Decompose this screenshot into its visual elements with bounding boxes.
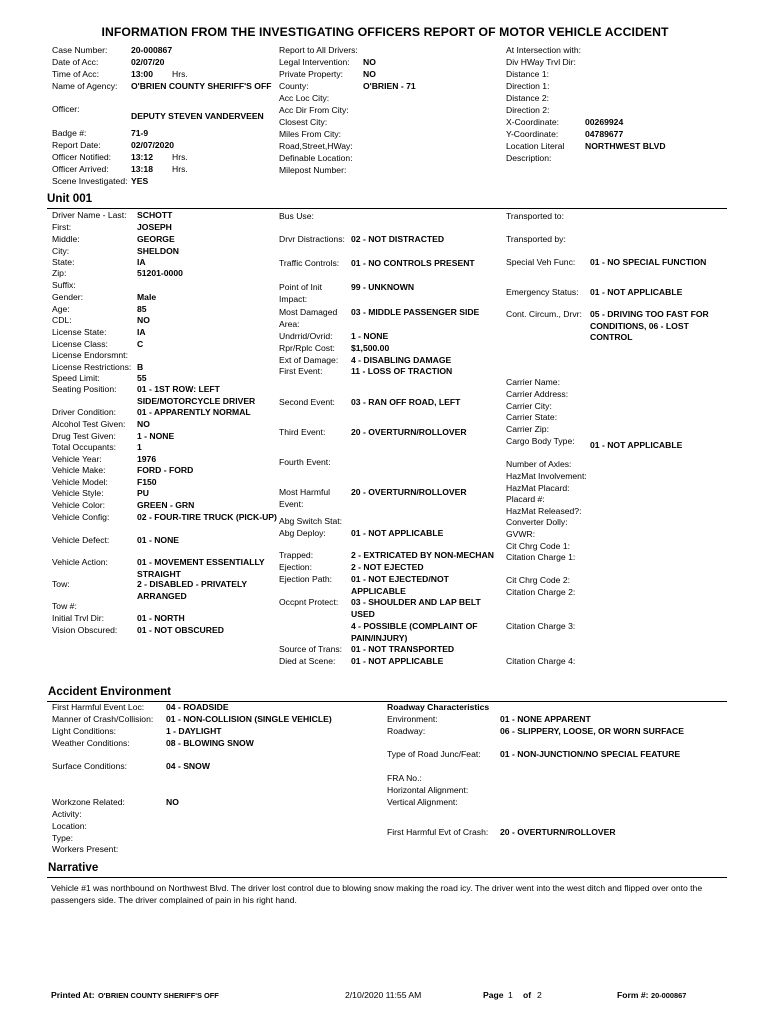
field-label: Fourth Event: (279, 457, 331, 467)
field-value: 04789677 (585, 129, 624, 139)
field-label: First Harmful Evt of Crash: (387, 827, 489, 837)
field-value: 1976 (137, 454, 157, 464)
field-label: First Event: (279, 366, 323, 376)
field-label: Trapped: (279, 550, 314, 560)
field-label: Undrrid/Ovrid: (279, 331, 333, 341)
field-label: Case Number: (52, 45, 108, 55)
field-label: Date of Acc: (52, 57, 99, 67)
field-value: IA (137, 327, 146, 337)
field-label: Citation Charge 4: (506, 656, 576, 666)
field-label: Citation Charge 2: (506, 587, 576, 597)
field-value: 03 - RAN OFF ROAD, LEFT (351, 397, 461, 407)
field-label: Carrier Address: (506, 389, 569, 399)
field-label: Cargo Body Type: (506, 436, 575, 446)
field-value: IA (137, 257, 146, 267)
field-label: First Harmful Event Loc: (52, 702, 145, 712)
field-value: 01 - NOT APPLICABLE (590, 287, 683, 297)
field-label: Age: (52, 304, 70, 314)
field-label: Vehicle Model: (52, 477, 108, 487)
footer-form-value: 20-000867 (651, 991, 687, 1000)
field-label: GVWR: (506, 529, 536, 539)
field-value: FORD - FORD (137, 465, 194, 475)
field-label: Vehicle Style: (52, 488, 104, 498)
field-value: 1 (137, 442, 142, 452)
field-label: License Class: (52, 339, 108, 349)
field-value: 01 - MOVEMENT ESSENTIALLY STRAIGHT (137, 557, 265, 579)
field-value: 00269924 (585, 117, 624, 127)
field-value: Male (137, 292, 157, 302)
field-label: Weather Conditions: (52, 738, 130, 748)
field-label: FRA No.: (387, 773, 422, 783)
field-value: SCHOTT (137, 210, 173, 220)
field-unit: Hrs. (172, 152, 188, 162)
field-label: Transported to: (506, 211, 564, 221)
field-value: F150 (137, 477, 157, 487)
field-label: Y-Coordinate: (506, 129, 559, 139)
field-label: Location: (52, 821, 87, 831)
field-label: Speed Limit: (52, 373, 100, 383)
field-label: Officer Notified: (52, 152, 112, 162)
field-label: Converter Dolly: (506, 517, 568, 527)
field-label: Officer: (52, 104, 80, 114)
field-label: Point of Init Impact: (279, 282, 322, 304)
field-label: Vision Obscured: (52, 625, 118, 635)
field-label: Miles From City: (279, 129, 342, 139)
field-label: Activity: (52, 809, 82, 819)
field-value: NO (363, 69, 376, 79)
field-value: NO (137, 419, 150, 429)
field-value: PU (137, 488, 149, 498)
field-value: 85 (137, 304, 147, 314)
field-label: Workzone Related: (52, 797, 125, 807)
field-value: 01 - NONE APPARENT (500, 714, 591, 724)
field-label: Vertical Alignment: (387, 797, 458, 807)
field-label: City: (52, 246, 70, 256)
field-label: Ejection: (279, 562, 312, 572)
field-label: Abg Switch Stat: (279, 516, 343, 526)
field-label: Officer Arrived: (52, 164, 109, 174)
field-label: License State: (52, 327, 107, 337)
field-label: Abg Deploy: (279, 528, 326, 538)
field-label: Workers Present: (52, 844, 119, 854)
field-value: 02/07/20 (131, 57, 165, 67)
field-value: 01 - NONE (137, 535, 180, 545)
field-label: Distance 1: (506, 69, 549, 79)
field-label: Scene Investigated: (52, 176, 128, 186)
narrative-text: Vehicle #1 was northbound on Northwest Blvd. The driver lost control due to blowing snow making the road icy. The driver went into the west ditch and flipped over onto the passengers side. The driver complained of pain in his right hand. (51, 883, 703, 905)
field-unit: Hrs. (172, 164, 188, 174)
field-label: Citation Charge 1: (506, 552, 576, 562)
report-title: INFORMATION FROM THE INVESTIGATING OFFICERS REPORT OF MOTOR VEHICLE ACCIDENT (101, 25, 669, 39)
field-label: Special Veh Func: (506, 257, 576, 267)
field-value: 01 - NO SPECIAL FUNCTION (590, 257, 707, 267)
field-value: DEPUTY STEVEN VANDERVEEN (131, 111, 264, 121)
field-label: Description: (506, 153, 552, 163)
field-value: NO (137, 315, 150, 325)
field-label: Direction 2: (506, 105, 550, 115)
field-label: Drvr Distractions: (279, 234, 345, 244)
field-label: Placard #: (506, 494, 545, 504)
field-label: Type: (52, 833, 74, 843)
field-value: 20 - OVERTURN/ROLLOVER (351, 487, 467, 497)
field-label: Private Property: (279, 69, 343, 79)
field-value: 04 - ROADSIDE (166, 702, 229, 712)
field-value: 4 - POSSIBLE (COMPLAINT OF PAIN/INJURY) (351, 621, 478, 643)
field-label: Direction 1: (506, 81, 550, 91)
field-label: Location Literal (506, 141, 565, 151)
field-value: 01 - NO CONTROLS PRESENT (351, 258, 475, 268)
field-value: GEORGE (137, 234, 175, 244)
field-value: 01 - APPARENTLY NORMAL (137, 407, 251, 417)
field-label: Bus Use: (279, 211, 314, 221)
field-label: Milepost Number: (279, 165, 347, 175)
field-label: Gender: (52, 292, 84, 302)
field-label: Vehicle Config: (52, 512, 110, 522)
field-value: 03 - SHOULDER AND LAP BELT USED (351, 597, 481, 619)
field-value: O'BRIEN COUNTY SHERIFF'S OFF (131, 81, 272, 91)
field-value: 01 - NORTH (137, 613, 185, 623)
field-value: 01 - NOT TRANSPORTED (351, 644, 455, 654)
field-label: Carrier City: (506, 401, 552, 411)
field-label: Name of Agency: (52, 81, 118, 91)
footer-datetime: 2/10/2020 11:55 AM (345, 990, 422, 1000)
field-label: Tow: (52, 579, 70, 589)
field-value: 04 - SNOW (166, 761, 210, 771)
field-label: X-Coordinate: (506, 117, 560, 127)
field-label: Zip: (52, 268, 67, 278)
field-value: 01 - NOT APPLICABLE (590, 440, 683, 450)
field-value: C (137, 339, 144, 349)
field-label: Alcohol Test Given: (52, 419, 126, 429)
field-label: Driver Condition: (52, 407, 116, 417)
field-label: HazMat Placard: (506, 483, 570, 493)
field-label: Vehicle Defect: (52, 535, 110, 545)
field-label: HazMat Released?: (506, 506, 582, 516)
field-value: 51201-0000 (137, 268, 183, 278)
field-label: Ejection Path: (279, 574, 333, 584)
field-value: 06 - SLIPPERY, LOOSE, OR WORN SURFACE (500, 726, 684, 736)
field-label: State: (52, 257, 75, 267)
field-label: Rpr/Rplc Cost: (279, 343, 335, 353)
field-value: 13:00 (131, 69, 153, 79)
field-value: 11 - LOSS OF TRACTION (351, 366, 453, 376)
field-label: Initial Trvl Dir: (52, 613, 105, 623)
unit-divider (47, 208, 727, 209)
field-label: Distance 2: (506, 93, 549, 103)
field-label: Acc Loc City: (279, 93, 330, 103)
narrative-divider (47, 877, 727, 878)
field-value: NO (363, 57, 376, 67)
field-value: 20 - OVERTURN/ROLLOVER (351, 427, 467, 437)
field-value: 03 - MIDDLE PASSENGER SIDE (351, 307, 480, 317)
field-value: 01 - 1ST ROW: LEFT SIDE/MOTORCYCLE DRIVER (137, 384, 256, 406)
field-value: 2 - DISABLED - PRIVATELY ARRANGED (137, 579, 247, 601)
field-value: 01 - NOT APPLICABLE (351, 528, 444, 538)
field-value: 13:12 (131, 152, 153, 162)
field-label: Occpnt Protect: (279, 597, 339, 607)
field-label: Carrier Zip: (506, 424, 549, 434)
field-value: YES (131, 176, 149, 186)
field-value: 01 - NOT OBSCURED (137, 625, 224, 635)
field-label: Drug Test Given: (52, 431, 116, 441)
field-label: Roadway: (387, 726, 426, 736)
field-label: Vehicle Year: (52, 454, 102, 464)
field-label: Died at Scene: (279, 656, 336, 666)
field-label: Tow #: (52, 601, 77, 611)
field-label: Vehicle Action: (52, 557, 108, 567)
field-label: Surface Conditions: (52, 761, 127, 771)
field-value: $1,500.00 (351, 343, 390, 353)
field-label: Vehicle Make: (52, 465, 106, 475)
field-label: Driver Name - Last: (52, 210, 127, 220)
field-label: Light Conditions: (52, 726, 117, 736)
field-label: HazMat Involvement: (506, 471, 587, 481)
field-label: Third Event: (279, 427, 326, 437)
field-label: Environment: (387, 714, 438, 724)
field-value: 71-9 (131, 128, 149, 138)
field-label: Citation Charge 3: (506, 621, 576, 631)
field-label: Second Event: (279, 397, 335, 407)
field-value: SHELDON (137, 246, 180, 256)
footer-page-total: 2 (537, 990, 542, 1000)
footer-form-label: Form #: (617, 990, 649, 1000)
field-label: Badge #: (52, 128, 87, 138)
field-label: Middle: (52, 234, 80, 244)
field-value: 2 - NOT EJECTED (351, 562, 424, 572)
footer-page-label: Page (483, 990, 504, 1000)
field-label: Horizontal Alignment: (387, 785, 469, 795)
field-label: Ext of Damage: (279, 355, 339, 365)
field-value: 02/07/2020 (131, 140, 175, 150)
field-label: Most Damaged Area: (279, 307, 338, 329)
field-label: Manner of Crash/Collision: (52, 714, 154, 724)
field-value: NO (166, 797, 179, 807)
field-label: Legal Intervention: (279, 57, 350, 67)
field-label: Total Occupants: (52, 442, 117, 452)
footer-printed-value: O'BRIEN COUNTY SHERIFF'S OFF (98, 991, 219, 1000)
field-value: NORTHWEST BLVD (585, 141, 666, 151)
field-label: Suffix: (52, 280, 76, 290)
field-value: 01 - NOT EJECTED/NOT APPLICABLE (351, 574, 449, 596)
field-label: Closest City: (279, 117, 328, 127)
field-value: 01 - NON-COLLISION (SINGLE VEHICLE) (166, 714, 332, 724)
field-value: 01 - NON-JUNCTION/NO SPECIAL FEATURE (500, 749, 681, 759)
field-label: Most Harmful Event: (279, 487, 331, 509)
field-label: Report to All Drivers: (279, 45, 358, 55)
field-label: Type of Road Junc/Feat: (387, 749, 481, 759)
field-label: Report Date: (52, 140, 101, 150)
field-label: First: (52, 222, 72, 232)
field-value: O'BRIEN - 71 (363, 81, 416, 91)
field-value: GREEN - GRN (137, 500, 195, 510)
field-value: 20-000867 (131, 45, 173, 55)
field-value: 1 - NONE (351, 331, 389, 341)
field-label: Carrier State: (506, 412, 558, 422)
field-value: 1 - NONE (137, 431, 175, 441)
field-value: 55 (137, 373, 147, 383)
field-label: License Endorsmnt: (52, 350, 128, 360)
field-value: B (137, 362, 144, 372)
field-value: 13:18 (131, 164, 153, 174)
field-value: 02 - FOUR-TIRE TRUCK (PICK-UP) (137, 512, 277, 522)
field-label: Number of Axles: (506, 459, 572, 469)
field-label: Road,Street,HWay: (279, 141, 353, 151)
field-label: CDL: (52, 315, 72, 325)
field-value: 02 - NOT DISTRACTED (351, 234, 445, 244)
field-label: Cont. Circum., Drvr: (506, 309, 582, 319)
field-label: Vehicle Color: (52, 500, 106, 510)
environment-heading: Accident Environment (48, 685, 172, 698)
field-value: 08 - BLOWING SNOW (166, 738, 254, 748)
field-label: Div HWay Trvl Dir: (506, 57, 576, 67)
field-label: Time of Acc: (52, 69, 99, 79)
field-value: 99 - UNKNOWN (351, 282, 415, 292)
field-unit: Hrs. (172, 69, 188, 79)
field-value: 2 - EXTRICATED BY NON-MECHAN (351, 550, 494, 560)
narrative-heading: Narrative (48, 861, 99, 874)
field-label: License Restrictions: (52, 362, 132, 372)
field-label: Transported by: (506, 234, 566, 244)
field-label: Definable Location: (279, 153, 353, 163)
field-value: 1 - DAYLIGHT (166, 726, 222, 736)
field-value: 20 - OVERTURN/ROLLOVER (500, 827, 616, 837)
field-label: Emergency Status: (506, 287, 579, 297)
field-value: 05 - DRIVING TOO FAST FOR CONDITIONS, 06 - LOST CONTROL (590, 309, 709, 343)
field-label: Seating Position: (52, 384, 117, 394)
field-value: 01 - NOT APPLICABLE (351, 656, 444, 666)
field-label: Cit Chrg Code 2: (506, 575, 571, 585)
footer-page-number: 1 (508, 990, 513, 1000)
roadway-characteristics-heading: Roadway Characteristics (387, 702, 490, 712)
field-label: At Intersection with: (506, 45, 581, 55)
footer-printed-label: Printed At: (51, 990, 95, 1000)
field-label: County: (279, 81, 309, 91)
field-value: 4 - DISABLING DAMAGE (351, 355, 452, 365)
unit-heading: Unit 001 (47, 192, 93, 205)
footer-of-label: of (523, 990, 532, 1000)
field-label: Carrier Name: (506, 377, 560, 387)
field-label: Source of Trans: (279, 644, 343, 654)
field-label: Traffic Controls: (279, 258, 340, 268)
field-value: JOSEPH (137, 222, 172, 232)
field-label: Cit Chrg Code 1: (506, 541, 571, 551)
field-label: Acc Dir From City: (279, 105, 349, 115)
